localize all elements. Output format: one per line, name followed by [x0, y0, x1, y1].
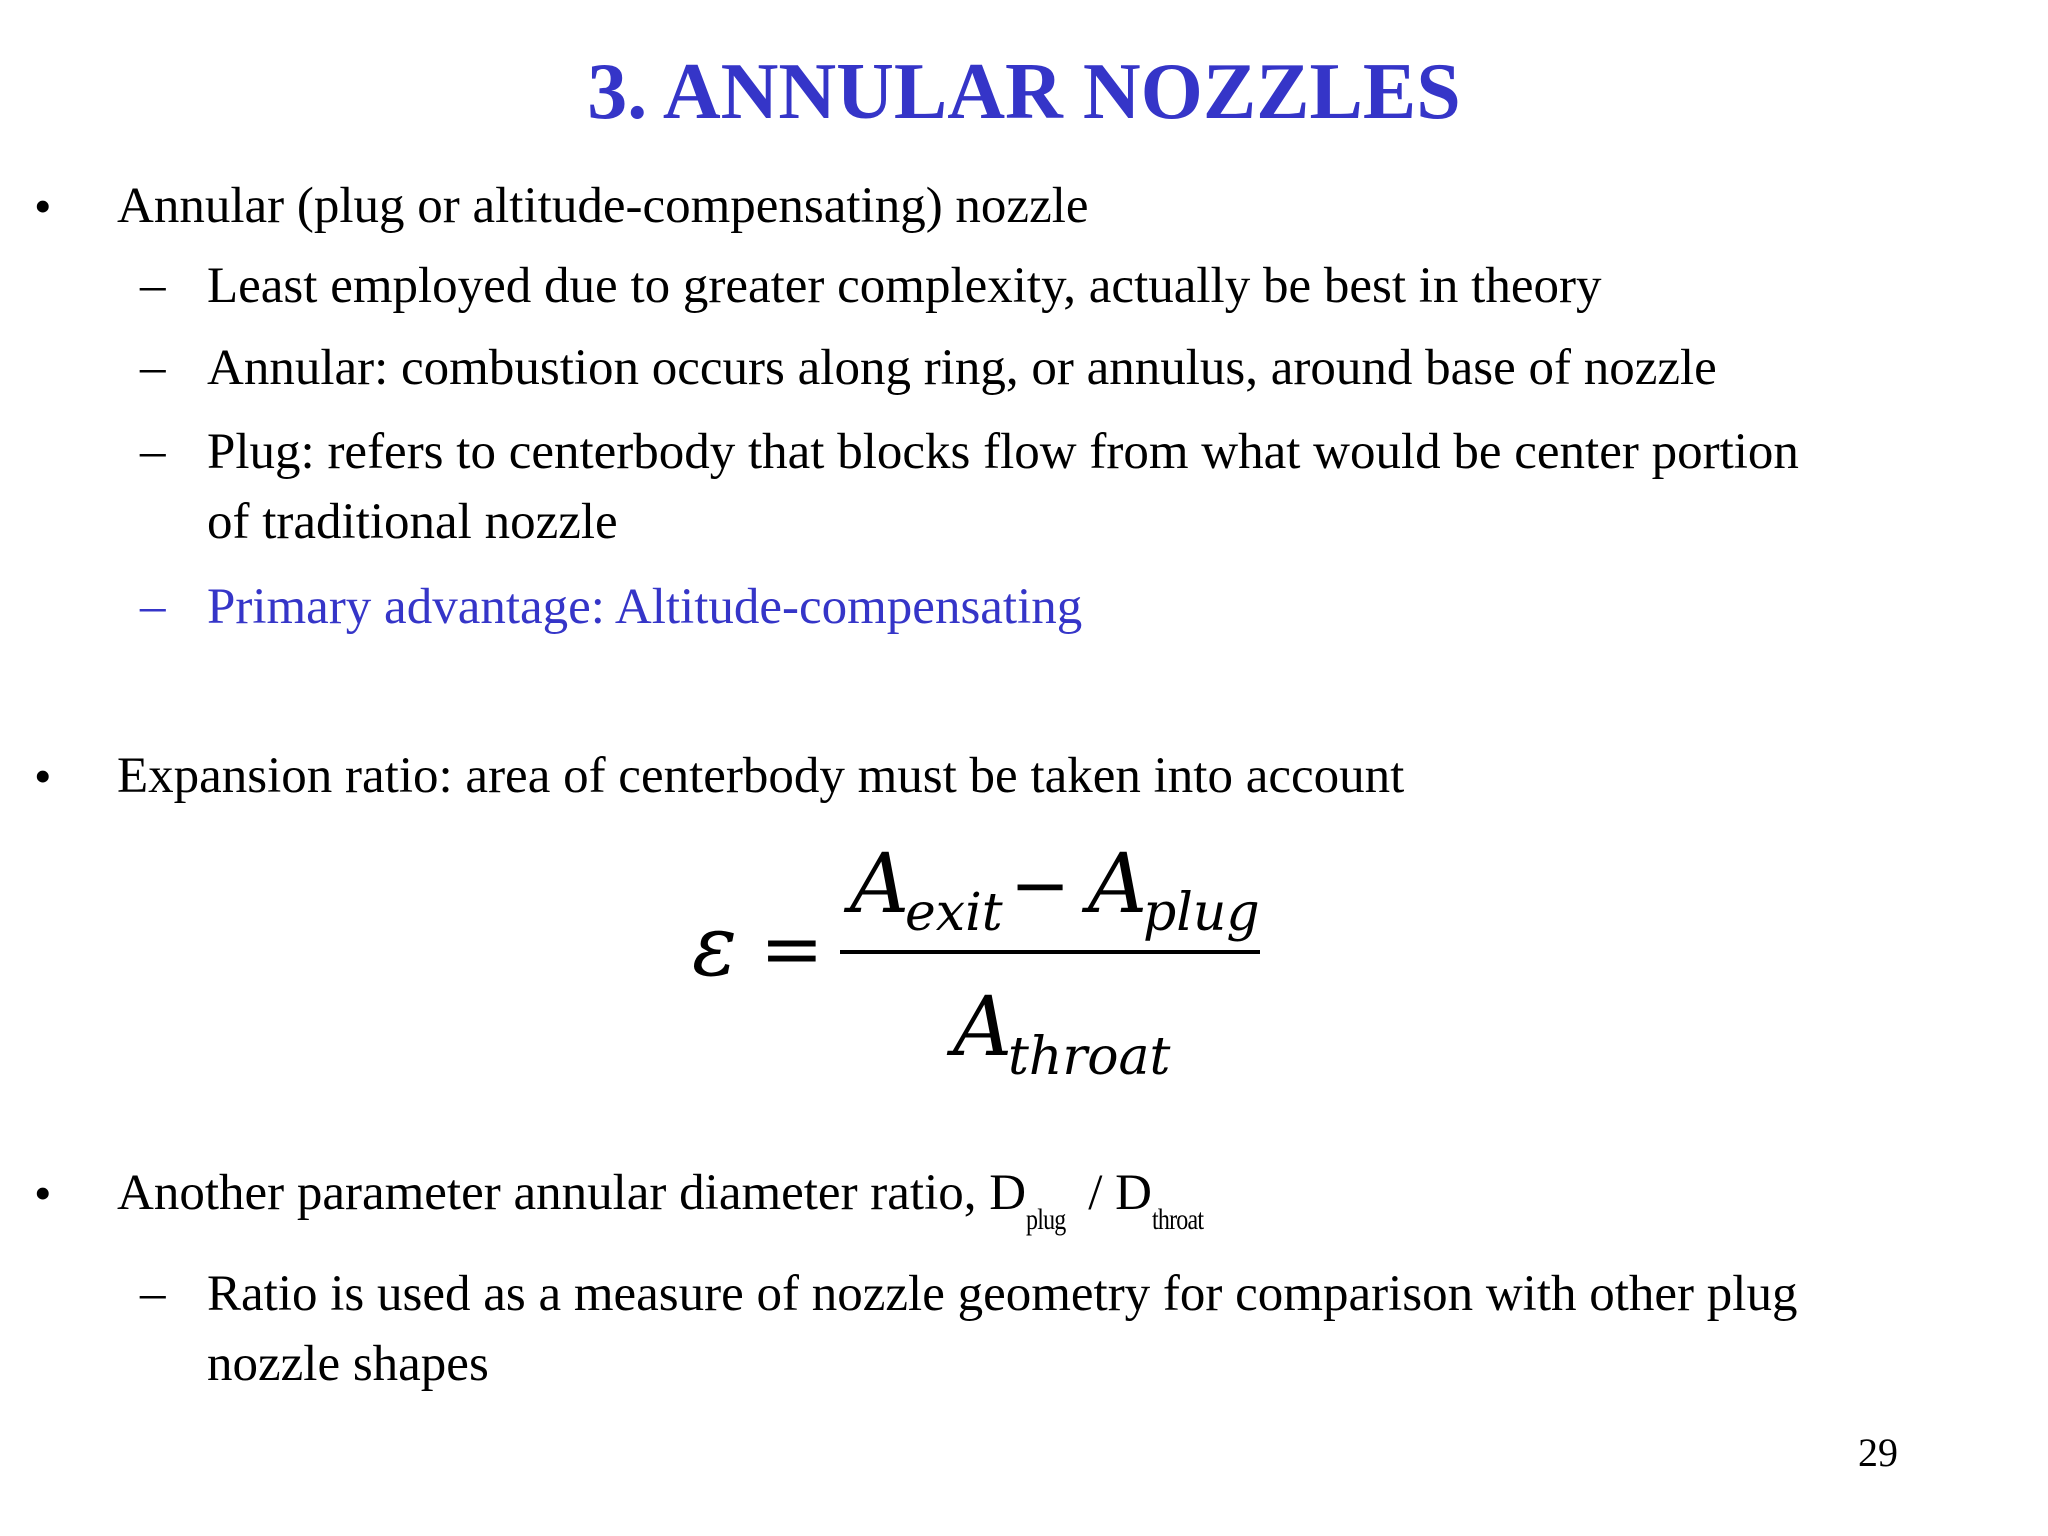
- sub-item-least-employed: Least employed due to greater complexity, actually be best in theory: [207, 258, 1602, 314]
- subscript-throat: throat: [1151, 1203, 1204, 1236]
- slide-title: 3. ANNULAR NOZZLES: [587, 48, 1461, 136]
- formula-minus: −: [1010, 843, 1071, 927]
- formula-epsilon: ε: [692, 897, 738, 995]
- sub-item-plug-definition-line1: Plug: refers to centerbody that blocks flow from what would be center portion: [207, 424, 1799, 480]
- expansion-ratio-formula: [680, 830, 1380, 1110]
- formula-a-plug: A: [1088, 837, 1148, 932]
- bullet-3-text: [117, 1160, 1216, 1236]
- dash-marker: –: [140, 257, 166, 313]
- bullet-1-text: Annular (plug or altitude-compensating) nozzle: [117, 178, 1089, 234]
- formula-equals: =: [760, 904, 824, 993]
- sub-item-plug-definition-line2: of traditional nozzle: [207, 494, 618, 550]
- bullet-marker: •: [34, 1165, 52, 1221]
- bullet-3-main: Another parameter annular diameter ratio, D: [117, 1165, 1027, 1221]
- bullet-marker: •: [34, 178, 52, 234]
- formula-a-throat: A: [953, 980, 1013, 1075]
- formula-a-exit: A: [850, 837, 910, 932]
- sub-item-ratio-line1: Ratio is used as a measure of nozzle geometry for comparison with other plug: [207, 1266, 1798, 1322]
- sub-item-ratio-line2: nozzle shapes: [207, 1336, 489, 1392]
- dash-marker: –: [140, 1265, 166, 1321]
- dash-marker: –: [140, 339, 166, 395]
- sub-item-annular-definition: Annular: combustion occurs along ring, or annulus, around base of nozzle: [207, 340, 1717, 396]
- formula-sub-exit: exit: [905, 883, 1003, 943]
- bullet-marker: •: [34, 748, 52, 804]
- formula-sub-throat: throat: [1008, 1027, 1171, 1087]
- dash-marker: –: [140, 423, 166, 479]
- page-number: 29: [1858, 1430, 1898, 1475]
- bullet-3-mid: / D: [1075, 1165, 1152, 1221]
- sub-item-primary-advantage: Primary advantage: Altitude-compensating: [207, 579, 1083, 635]
- bullet-2-text: Expansion ratio: area of centerbody must be taken into account: [117, 748, 1405, 804]
- dash-marker: –: [140, 578, 166, 634]
- formula-sub-plug: plug: [1143, 883, 1260, 943]
- subscript-plug: plug: [1026, 1203, 1066, 1236]
